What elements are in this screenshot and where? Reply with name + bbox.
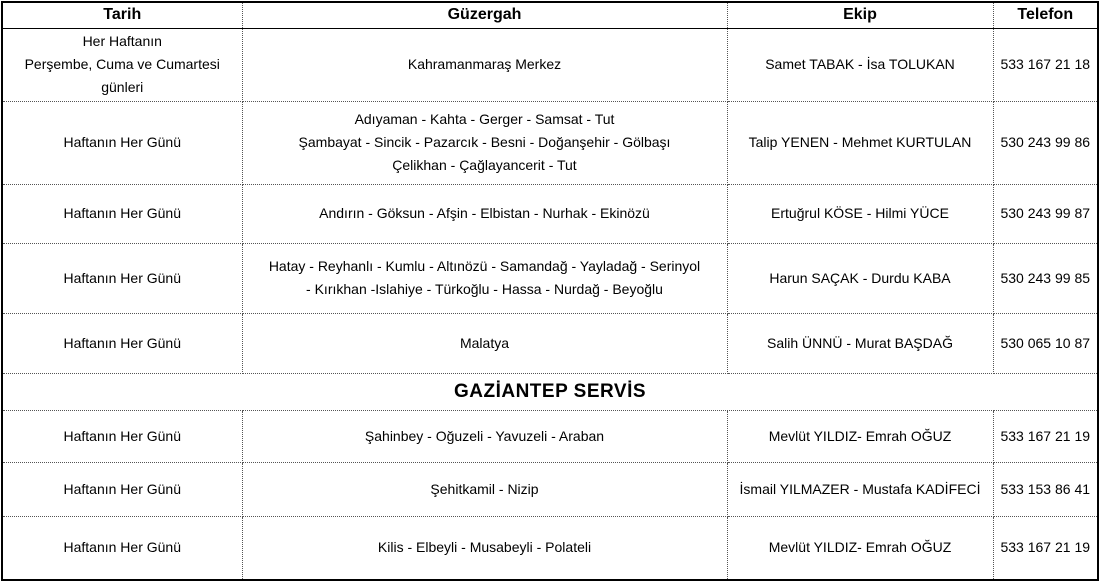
route-line: Çelikhan - Çağlayancerit - Tut xyxy=(392,157,577,173)
date-cell: Haftanın Her Günü xyxy=(2,410,242,462)
phone-cell: 533 167 21 18 xyxy=(993,28,1098,101)
phone-cell: 533 167 21 19 xyxy=(993,410,1098,462)
date-line: günleri xyxy=(101,79,144,95)
header-team: Ekip xyxy=(727,2,993,28)
route-cell: Şehitkamil - Nizip xyxy=(242,462,727,516)
phone-cell: 530 065 10 87 xyxy=(993,313,1098,373)
date-cell: Haftanın Her Günü xyxy=(2,462,242,516)
route-cell xyxy=(242,243,727,313)
table-row xyxy=(2,101,1098,184)
table-row xyxy=(2,410,1098,462)
route-cell: Şahinbey - Oğuzeli - Yavuzeli - Araban xyxy=(242,410,727,462)
route-cell xyxy=(242,184,727,243)
header-phone: Telefon xyxy=(993,2,1098,28)
table-row xyxy=(2,313,1098,373)
date-cell: Haftanın Her Günü xyxy=(2,516,242,580)
service-schedule-table xyxy=(1,1,1099,581)
route-cell xyxy=(242,101,727,184)
table-row xyxy=(2,243,1098,313)
date-cell xyxy=(2,243,242,313)
phone-cell: 533 167 21 19 xyxy=(1000,539,1091,556)
date-line: Perşembe, Cuma ve Cumartesi xyxy=(24,56,220,72)
route-cell xyxy=(242,313,727,373)
header-row xyxy=(2,2,1098,28)
team-cell: Samet TABAK - İsa TOLUKAN xyxy=(727,28,993,101)
table-row xyxy=(2,28,1098,101)
phone-cell: 530 243 99 87 xyxy=(993,184,1098,243)
table-row xyxy=(2,184,1098,243)
section-row xyxy=(2,373,1098,410)
table-row xyxy=(2,516,1098,580)
route-line: Kahramanmaraş Merkez xyxy=(407,56,562,72)
team-cell: Salih ÜNNÜ - Murat BAŞDAĞ xyxy=(727,313,993,373)
route-cell: Kilis - Elbeyli - Musabeyli - Polateli xyxy=(242,516,727,580)
header-date: Tarih xyxy=(2,2,242,28)
team-cell: Mevlüt YILDIZ- Emrah OĞUZ xyxy=(727,516,993,580)
phone-cell: 530 243 99 86 xyxy=(993,101,1098,184)
date-cell xyxy=(2,184,242,243)
route-line: Malatya xyxy=(459,334,510,351)
route-line: Andırın - Göksun - Afşin - Elbistan - Nurhak - Ekinözü xyxy=(319,205,650,221)
date-line: Haftanın Her Günü xyxy=(63,269,181,286)
team-cell: Talip YENEN - Mehmet KURTULAN xyxy=(727,101,993,184)
route-line: Adıyaman - Kahta - Gerger - Samsat - Tut xyxy=(354,111,615,127)
section-title: GAZİANTEP SERVİS xyxy=(2,373,1098,410)
header-route: Güzergah xyxy=(242,2,727,28)
team-cell: Ertuğrul KÖSE - Hilmi YÜCE xyxy=(727,184,993,243)
date-line: Haftanın Her Günü xyxy=(63,134,181,150)
team-cell: Mevlüt YILDIZ- Emrah OĞUZ xyxy=(727,410,993,462)
phone-cell: 530 243 99 85 xyxy=(993,243,1098,313)
route-line: Şambayat - Sincik - Pazarcık - Besni - Doğanşehir - Gölbaşı xyxy=(298,134,671,150)
date-cell xyxy=(2,313,242,373)
team-cell: Harun SAÇAK - Durdu KABA xyxy=(727,243,993,313)
route-cell xyxy=(242,28,727,101)
date-line: Her Haftanın xyxy=(82,33,162,49)
date-line: Haftanın Her Günü xyxy=(63,205,181,221)
route-line: - Kırıkhan -Islahiye - Türkoğlu - Hassa - Nurdağ - Beyoğlu xyxy=(306,281,663,297)
team-cell: İsmail YILMAZER - Mustafa KADİFECİ xyxy=(727,462,993,516)
table-row xyxy=(2,462,1098,516)
date-cell xyxy=(2,28,242,101)
date-cell xyxy=(2,101,242,184)
route-line: Hatay - Reyhanlı - Kumlu - Altınözü - Samandağ - Yayladağ - Serinyol xyxy=(268,258,701,274)
phone-cell: 533 153 86 41 xyxy=(993,462,1098,516)
date-line: Haftanın Her Günü xyxy=(63,334,181,351)
